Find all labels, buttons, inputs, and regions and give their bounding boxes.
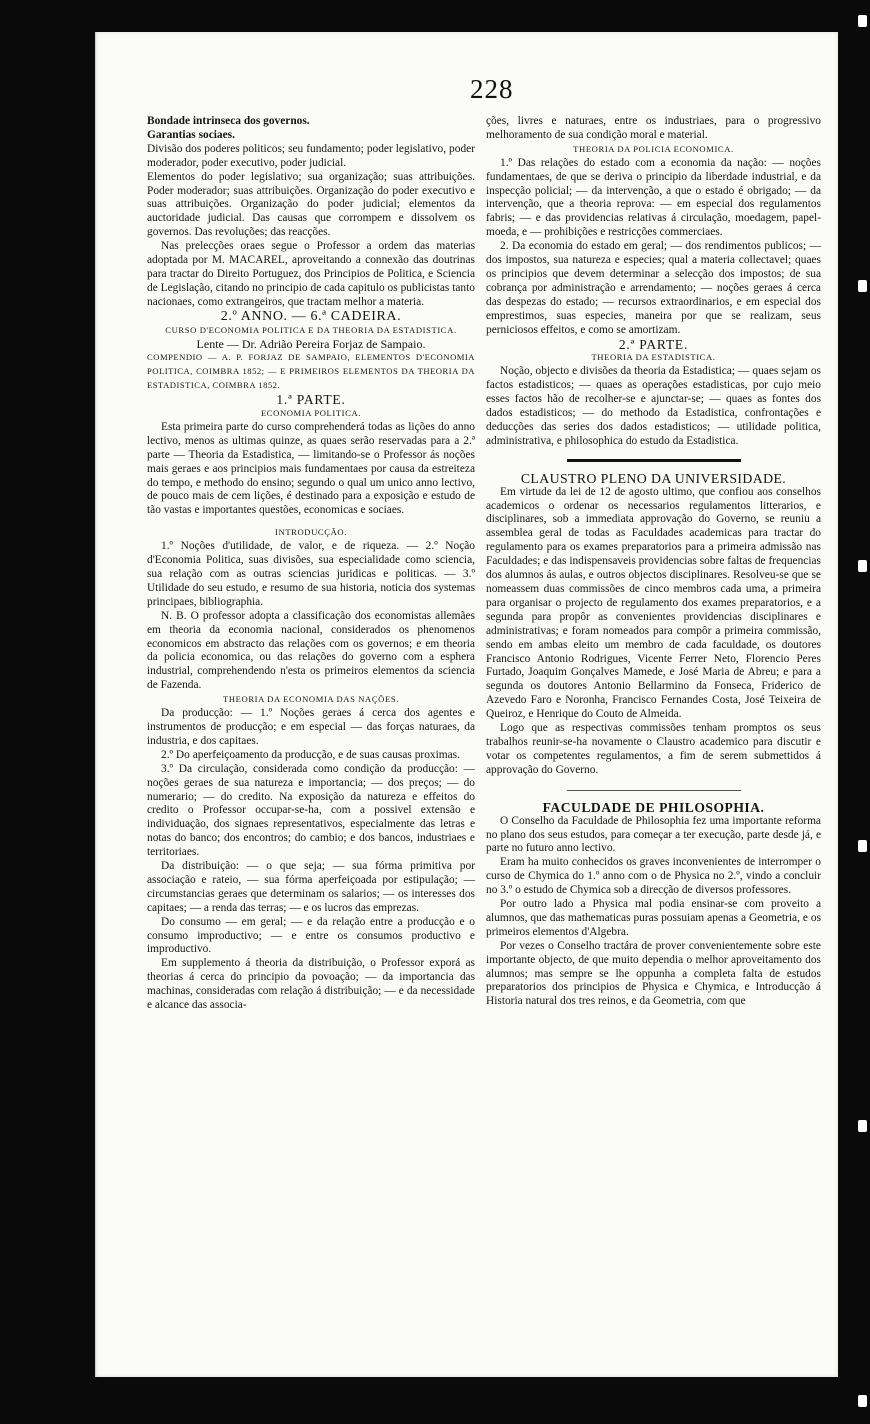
heading-estadistica: THEORIA DA ESTADISTICA. (591, 352, 716, 363)
list-item: Divisão dos poderes politicos; seu fundamento; poder legislativo, poder moderador, poder executivo, poder judicial. (147, 142, 475, 169)
paragraph-conselho: O Conselho da Faculdade de Philosophia fez uma importante reforma no plano dos seus estudos, para começar a ter execução, parte desde já, e parte no futuro anno lectivo. (486, 814, 821, 855)
section-divider (567, 790, 741, 791)
paragraph-eram: Eram ha muito conhecidos os graves inconvenientes de interromper o curso de Chymica do 1.º anno com o de Physica no 2.º, vindo a concluir no 3.º o estudo de Chymica sob a direcção de diversos professores. (486, 856, 821, 897)
heading-theoria-nacoes: THEORIA DA ECONOMIA DAS NAÇÕES. (223, 694, 399, 705)
paragraph-consumo: Do consumo — em geral; — e da relação entre a producção e o consumo improductivo; — e entre os consumos productivo e improductivo. (147, 915, 475, 956)
heading-claustro: CLAUSTRO PLENO DA UNIVERSIDADE. (520, 470, 787, 486)
paragraph-continuation: ções, livres e naturaes, entre os industriaes, para o progressivo melhoramento de sua condição moral e material. (486, 115, 821, 141)
right-column (486, 115, 821, 1009)
paragraph-prelecoes: Nas prelecções oraes segue o Professor a ordem das materias adoptada por M. MACAREL, aproveitando a connexão das doutrinas para tractar do Direito Portuguez, dos Principios de Politica, e Sciencia de Legislação, citando no principio de cada capitulo os publicistas tanto nacionaes, como extrangeiros, que tractam melhor a materia. (147, 240, 475, 308)
compendio: COMPENDIO — A. P. FORJAZ DE SAMPAIO, ELEMENTOS D'ECONOMIA POLITICA, COIMBRA 1852; — E PRIMEIROS ELEMENTOS DA THEORIA DA ESTADISTICA, COIMBRA 1852. (147, 352, 475, 391)
paragraph-nocao: Noção, objecto e divisões da theoria da Estadistica; — quaes sejam os factos estadisticos; — quaes as operações estadisticas, por cujo meio esses factos hão de recolher-se e ajunctar-se; — quaes as fontes dos dados estadisticos; — do methodo da Estadistica, confrontações e deducções das series dos dados estadisticos; — utilidade politica, administrativa, e philosophica do estudo da Estadistica. (486, 365, 821, 447)
binding-hole (858, 840, 867, 852)
heading-part2: 2.ª PARTE. (618, 336, 689, 352)
paragraph-aperfeicoamento: 2.º Do aperfeiçoamento da producção, e de suas causas proximas. (161, 748, 460, 761)
heading-faculdade: FACULDADE DE PHILOSOPHIA. (542, 799, 765, 815)
paragraph-virtude: Em virtude da lei de 12 de agosto ultimo, que confiou aos conselhos academicos o ordenar os necessarios regulamentos litterarios, e disciplinares, sob a immediata approvação do Governo, se reuniu a assemblea geral de todas as Faculdades academicas para tractar do regulamento para os exames preparatorios para a primeira admissão nas Faculdades; e das indispensaveis providencias sobre faltas de frequencias dos alumnos ás aulas, e outros objectos disciplinares. Resolveu-se que se nomeassem duas commissões de cinco membros cada uma, a primeira para organisar o projecto de regulamento dos exames preparatorios, e a segunda para propôr as convenientes providencias disciplinares e administrativas; e foram nomeados para compôr a primeira commissão, sendo em ambas eleito um membro de cada faculdade, os doutores Francisco Antonio Rodrigues, Vicente Ferrer Neto, Florencio Peres Furtado, Joaquim Gonçalves Mamede, e José Maria de Abreu; e para a segunda os doutores Antonio Bellarmino da Fonseca, Friderico de Azevedo Faro e Noronha, Francisco Fernandes Costa, José Teixeira de Queiroz, e Henrique do Couto de Almeida. (486, 485, 821, 721)
binding-hole (858, 1120, 867, 1132)
paragraph-supplemento: Em supplemento á theoria da distribuição, o Professor exporá as theorias á cerca do principio da povoação; — da importancia das machinas, consideradas com relação á distribuição; — e da necessidade e alcance das associa- (147, 957, 475, 1012)
page-number: 228 (470, 74, 514, 104)
paragraph-primeira: Esta primeira parte do curso comprehenderá todas as lições do anno lectivo, menos as ultimas quinze, as quaes serão reservadas para a 2.ª parte — Theoria da Estadistica, — limitando-se o Professor ás noções mais geraes e aos principios mais fundamentaes por causa da estreiteza do tempo, e methodo do ensino; segundo o qual um unico anno lectivo, de pouco mais de cem lições, é destinado para a exposição e estudo de tão vastas e importantes questões, economicas e sociaes. (147, 420, 475, 517)
paragraph-vezes: Por vezes o Conselho tractára de prover convenientemente sobre este importante objecto, de que muito dependia o melhor aproveitamento dos alumnos; mas sempre se lhe oppunha a completa falta de estudos preparatorios dos principios de Physica e Chymica, e Introducção á Historia natural dos tres reinos, e da Geometria, com que (486, 939, 821, 1008)
paragraph-economia-estado: 2. Da economia do estado em geral; — dos rendimentos publicos; — dos impostos, sua natureza e especies; qual a materia collectavel; quaes os principios que devem determinar a selecção dos impostos; de sua cobrança por administração e arrendamento; — noções geraes á cerca das despezas do estado; — recursos extraordinarios, e em especial dos emprestimos, suas especies, maneira por que se realizam, seus perniciosos effeitos, e como se amortizam. (486, 240, 821, 336)
paragraph-nocoes: 1.º Noções d'utilidade, de valor, e de riqueza. — 2.º Noção d'Economia Politica, suas divisões, sua especialidade como sciencia, sua relação com as outras sciencias juridicas e politicas. — 3.º Utilidade do seu estudo, e resumo de sua historia, noticia dos systemas principaes, bibliographia. (147, 540, 475, 608)
paragraph-relacoes: 1.º Das relações do estado com a economia da nação: — noções fundamentaes, de que se deriva o principio da liberdade industrial, e da inspecção policial; — da intervenção, a que o estado é obrigado; — da intervenção, que a theoria reprova: — em especial dos regulamentos fabris; — e das providencias relativas á circulação, moedagem, papel-moeda, e — prohibições e restricções commerciaes. (486, 156, 821, 239)
paragraph-nb: N. B. O professor adopta a classificação dos economistas allemães em theoria da economia nacional, considerados os phenomenos economicos em abstracto das relações com os governos; e em theoria da policia economica, ou das relações do governo com a esphera industrial, comprehendendo n'esta os primeiros elementos da sciencia de Fazenda. (147, 609, 475, 692)
section-divider (567, 459, 741, 462)
heading-curso: CURSO D'ECONOMIA POLITICA E DA THEORIA DA ESTADISTICA. (165, 324, 457, 335)
lente-line: Lente — Dr. Adrião Pereira Forjaz de Sampaio. (196, 336, 426, 351)
paragraph-distribuicao: Da distribuição: — o que seja; — sua fórma primitiva por associação e rateio, — sua fórma aperfeiçoada por estipulação; — circumstancias geraes que determinam os salarios; — os interesses dos capitaes; — a renda das terras; — e os lucros das emprezas. (147, 860, 475, 914)
list-item: Garantias sociaes. (147, 128, 235, 141)
paragraph-producao: Da producção: — 1.º Noções geraes á cerca dos agentes e instrumentos de producção; e em especial — das forças naturaes, da industria, e dos capitaes. (147, 707, 475, 747)
heading-policia: THEORIA DA POLICIA ECONOMICA. (573, 143, 734, 154)
heading-part1: 1.ª PARTE. (276, 392, 346, 408)
binding-hole (858, 560, 867, 572)
binding-hole (858, 280, 867, 292)
paragraph-outro-lado: Por outro lado a Physica mal podia ensinar-se com proveito a alumnos, que das mathematicas puras possuiam apenas a Geometria, e os primeiros elementos d'Algebra. (486, 898, 821, 938)
binding-hole (858, 15, 867, 27)
binding-hole (858, 1395, 867, 1407)
heading-year: 2.º ANNO. — 6.ª CADEIRA. (220, 308, 402, 324)
paragraph-circulacao: 3.º Da circulação, considerada como condição da producção: — noções geraes de sua natureza e importancia; — dos preços; — do numerario; — do credito. Na exposição da natureza e effeitos do credito o Professor occupar-se-ha, com a possivel extensão e individuação, dos signaes representativos, especialmente das letras e notas do banco; dos encontros; do cambio; e dos bancos, industriaes e territoriaes. (147, 762, 475, 859)
list-item: Elementos do poder legislativo; sua organização; suas attribuições. Poder moderador; suas attribuições. Organização do poder executivo e suas attribuições. Organização do poder judicial; elementos da auctoridade judicial. Das causas que corrompem e dissolvem os governos. Das revoluções; das reacções. (147, 170, 475, 239)
heading-introducao: INTRODUCÇÃO. (275, 527, 347, 538)
left-column (147, 115, 475, 1013)
list-item: Bondade intrinseca dos governos. (147, 115, 310, 127)
heading-economia: ECONOMIA POLITICA. (260, 408, 362, 419)
paragraph-logo: Logo que as respectivas commissões tenham promptos os seus trabalhos reunir-se-ha novamente o Claustro academico para discutir e votar os competentes regulamentos, a fim de serem submettidos á approvação do Governo. (486, 722, 821, 776)
